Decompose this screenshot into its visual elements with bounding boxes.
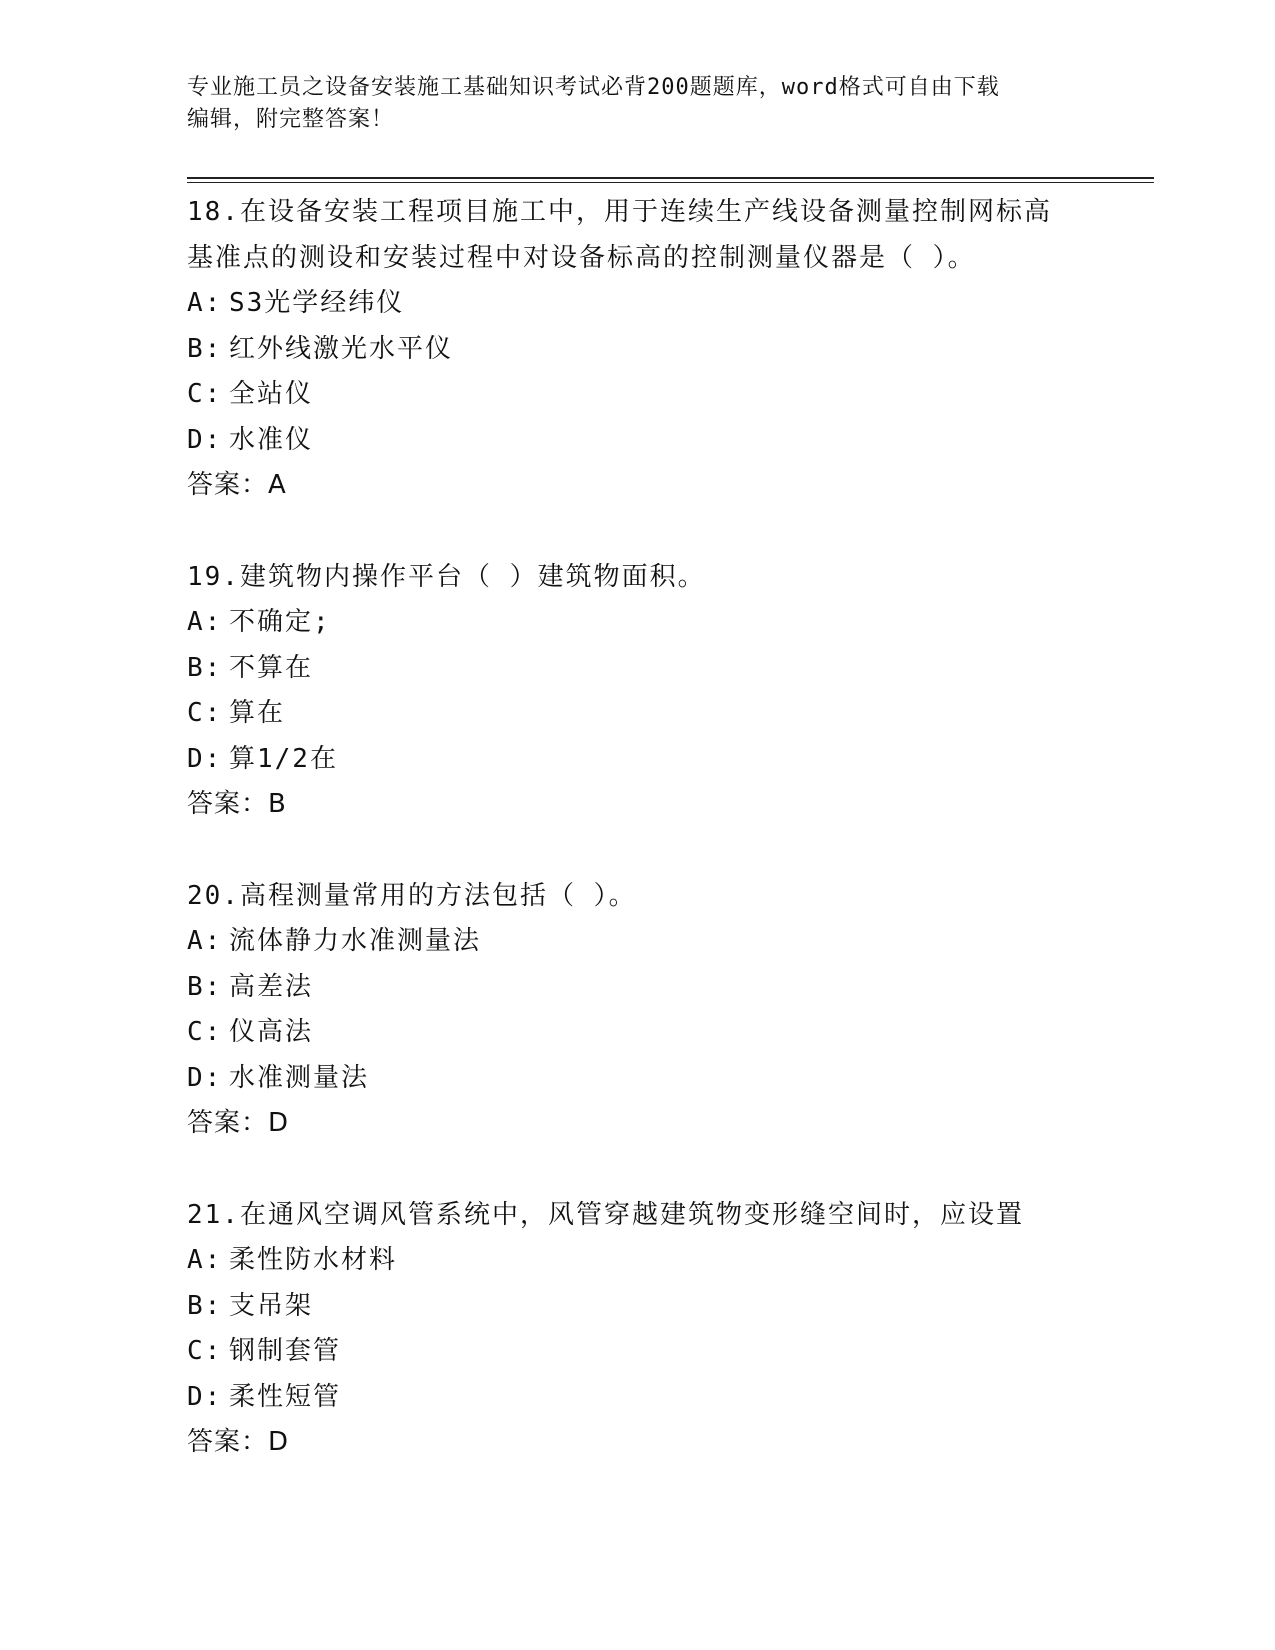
option-a: [187, 919, 1087, 965]
option-letter: C:: [187, 1017, 223, 1047]
document-header: [187, 72, 1067, 136]
option-d: [187, 737, 1087, 783]
option-text: 柔性短管: [229, 1381, 342, 1412]
option-letter: D:: [187, 1062, 223, 1093]
question-18: [187, 190, 1087, 509]
option-letter: D:: [187, 424, 223, 455]
option-c: [187, 1010, 1087, 1056]
question-stem: 21.在通风空调风管系统中，风管穿越建筑物变形缝空间时，应设置: [187, 1199, 1024, 1230]
option-letter: A:: [187, 288, 223, 318]
option-d: [187, 418, 1087, 464]
option-text: S3光学经纬仪: [229, 288, 405, 318]
answer-line: 答案：A: [187, 470, 287, 500]
question-stem: 18.在设备安装工程项目施工中，用于连续生产线设备测量控制网标高基准点的测设和安装过程中对设备标高的控制测量仪器是（ ）。: [187, 197, 1052, 273]
option-text: 算1/2在: [229, 743, 338, 774]
question-stem: 19.建筑物内操作平台（ ）建筑物面积。: [187, 561, 706, 592]
option-c: [187, 372, 1087, 418]
option-c: [187, 1329, 1087, 1375]
answer-line: 答案：B: [187, 789, 287, 819]
option-b: [187, 646, 1087, 692]
option-text: 不算在: [229, 652, 314, 683]
option-letter: A:: [187, 607, 223, 637]
option-letter: B:: [187, 1290, 223, 1321]
option-text: 高差法: [229, 971, 314, 1002]
option-text: 钢制套管: [229, 1336, 342, 1366]
header-title-line-2: 编辑，附完整答案！: [187, 107, 395, 132]
option-text: 全站仪: [229, 379, 314, 409]
option-c: [187, 691, 1087, 737]
option-letter: B:: [187, 333, 223, 364]
header-divider-thin: [187, 182, 1154, 183]
option-text: 算在: [229, 698, 286, 728]
option-letter: C:: [187, 1336, 223, 1366]
answer-line: 答案：D: [187, 1108, 290, 1138]
option-text: 水准测量法: [229, 1062, 370, 1093]
option-b: [187, 965, 1087, 1011]
option-text: 红外线激光水平仪: [229, 333, 454, 364]
question-20: [187, 874, 1087, 1147]
question-19: [187, 555, 1087, 828]
header-title-line-1: 专业施工员之设备安装施工基础知识考试必背200题题库，word格式可自由下载: [187, 75, 1000, 100]
option-text: 支吊架: [229, 1290, 314, 1321]
option-a: [187, 281, 1087, 327]
option-letter: A:: [187, 926, 223, 956]
question-list: [187, 190, 1087, 1512]
option-letter: D:: [187, 1381, 223, 1412]
question-21: [187, 1193, 1087, 1466]
option-text: 水准仪: [229, 424, 314, 455]
option-letter: A:: [187, 1245, 223, 1275]
answer-line: 答案：D: [187, 1427, 290, 1457]
option-text: 仪高法: [229, 1017, 314, 1047]
header-divider-thick: [187, 177, 1154, 179]
option-text: 柔性防水材料: [229, 1245, 398, 1275]
option-a: [187, 1238, 1087, 1284]
option-letter: D:: [187, 743, 223, 774]
option-letter: B:: [187, 971, 223, 1002]
option-d: [187, 1375, 1087, 1421]
option-letter: B:: [187, 652, 223, 683]
option-letter: C:: [187, 698, 223, 728]
question-stem: 20.高程测量常用的方法包括（ ）。: [187, 880, 637, 911]
option-text: 流体静力水准测量法: [229, 926, 482, 956]
option-letter: C:: [187, 379, 223, 409]
option-b: [187, 1284, 1087, 1330]
option-d: [187, 1056, 1087, 1102]
option-b: [187, 327, 1087, 373]
option-a: [187, 600, 1087, 646]
option-text: 不确定;: [229, 607, 331, 637]
